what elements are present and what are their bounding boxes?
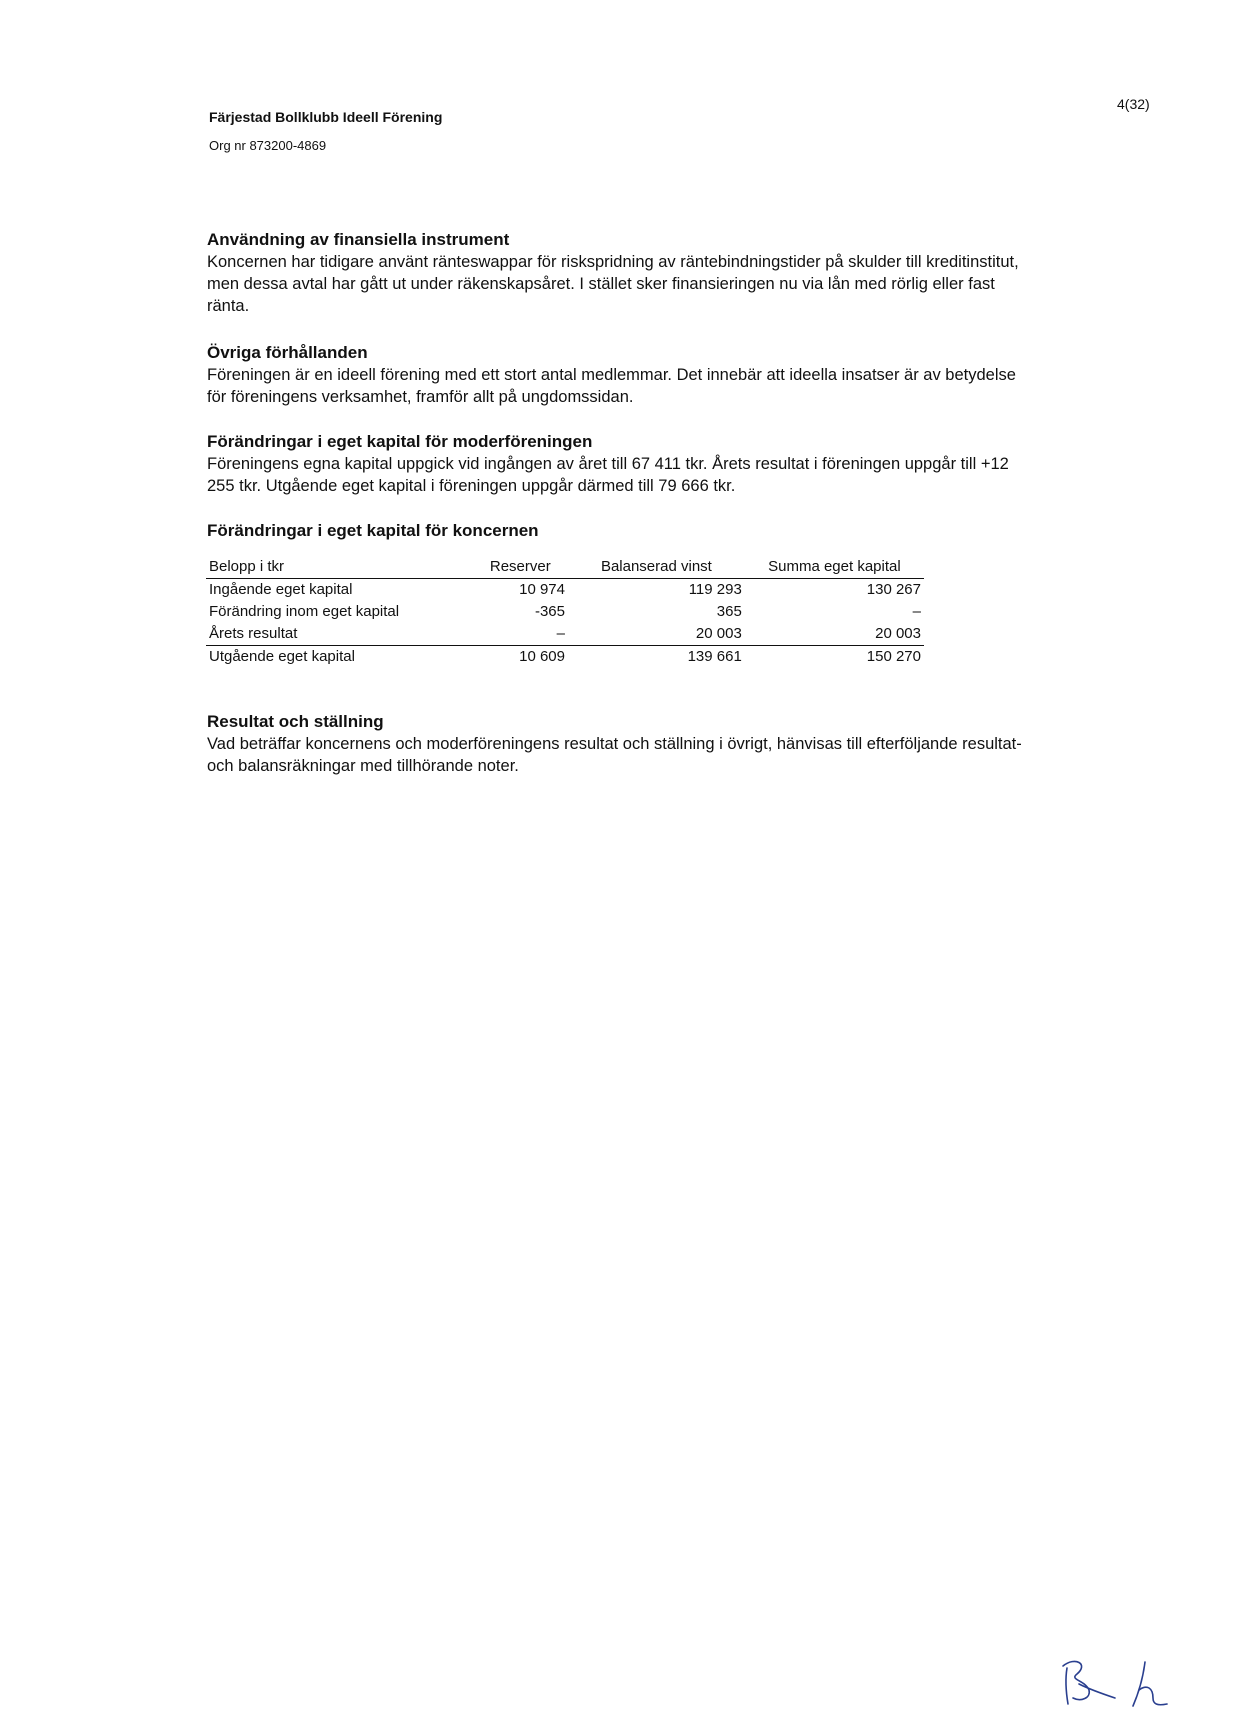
- column-header-reserves: Reserver: [473, 556, 568, 579]
- section-other-conditions: [207, 342, 1027, 408]
- column-header-amount: Belopp i tkr: [206, 556, 473, 579]
- cell-total-equity: 150 270: [866, 648, 921, 665]
- section-body: Föreningens egna kapital uppgick vid ingången av året till 67 411 tkr. Årets resultat i föreningen uppgår till +12 255 tkr. Utgående eget kapital i föreningen uppgår därmed till 79 666 tkr.: [207, 455, 1009, 495]
- section-heading: Användning av finansiella instrument: [207, 230, 510, 249]
- section-body: Vad beträffar koncernens och moderföreningens resultat och ställning i övrigt, hänvisas till efterföljande resultat- och balansräkningar med tillhörande noter.: [207, 735, 1022, 775]
- section-financial-instruments: [207, 229, 1027, 317]
- section-heading: Resultat och ställning: [207, 712, 384, 731]
- section-body: Föreningen är en ideell förening med ett stort antal medlemmar. Det innebär att ideella insatser är av betydelse för föreningens verksamhet, framför allt på ungdomssidan.: [207, 366, 1016, 406]
- section-heading: Förändringar i eget kapital för koncernen: [207, 521, 539, 540]
- row-label: Utgående eget kapital: [209, 648, 355, 665]
- table-row: [206, 623, 924, 646]
- cell-reserves: -365: [534, 603, 565, 620]
- cell-total-equity: 20 003: [745, 623, 924, 646]
- row-label: Årets resultat: [206, 623, 473, 646]
- row-label: Förändring inom eget kapital: [209, 603, 400, 620]
- cell-reserves: 10 609: [519, 648, 565, 665]
- cell-total-equity: 130 267: [866, 581, 921, 598]
- cell-retained-earnings: 365: [716, 603, 742, 620]
- cell-reserves: 10 974: [519, 581, 565, 598]
- table-total-row: [206, 646, 924, 669]
- organization-number: Org nr 873200-4869: [209, 138, 327, 153]
- section-results-and-position: [207, 711, 1027, 777]
- cell-retained-earnings: 119 293: [688, 581, 742, 598]
- equity-changes-table: [206, 556, 924, 668]
- section-parent-equity-changes: [207, 431, 1027, 497]
- cell-reserves: –: [473, 623, 568, 646]
- section-heading: Övriga förhållanden: [207, 343, 368, 362]
- table-header-row: [206, 556, 924, 579]
- section-group-equity-changes: [207, 520, 1027, 542]
- row-label: Ingående eget kapital: [209, 581, 353, 598]
- column-header-total-equity: Summa eget kapital: [745, 556, 924, 579]
- handwritten-signature-icon: [1055, 1640, 1175, 1710]
- table-row: [206, 579, 924, 602]
- column-header-retained-earnings: Balanserad vinst: [568, 556, 745, 579]
- table-row: [206, 601, 924, 623]
- cell-retained-earnings: 20 003: [568, 623, 745, 646]
- page-number: 4(32): [1117, 96, 1150, 112]
- organization-name: Färjestad Bollklubb Ideell Förening: [209, 109, 443, 125]
- section-body: Koncernen har tidigare använt ränteswappar för riskspridning av räntebindningstider på skulder till kreditinstitut, men dessa avtal har gått ut under räkenskapsåret. I stället sker finansieringen nu via lån med rörlig eller fast ränta.: [207, 253, 1019, 315]
- section-heading: Förändringar i eget kapital för moderföreningen: [207, 432, 593, 451]
- cell-retained-earnings: 139 661: [687, 648, 742, 665]
- cell-total-equity: –: [912, 603, 921, 620]
